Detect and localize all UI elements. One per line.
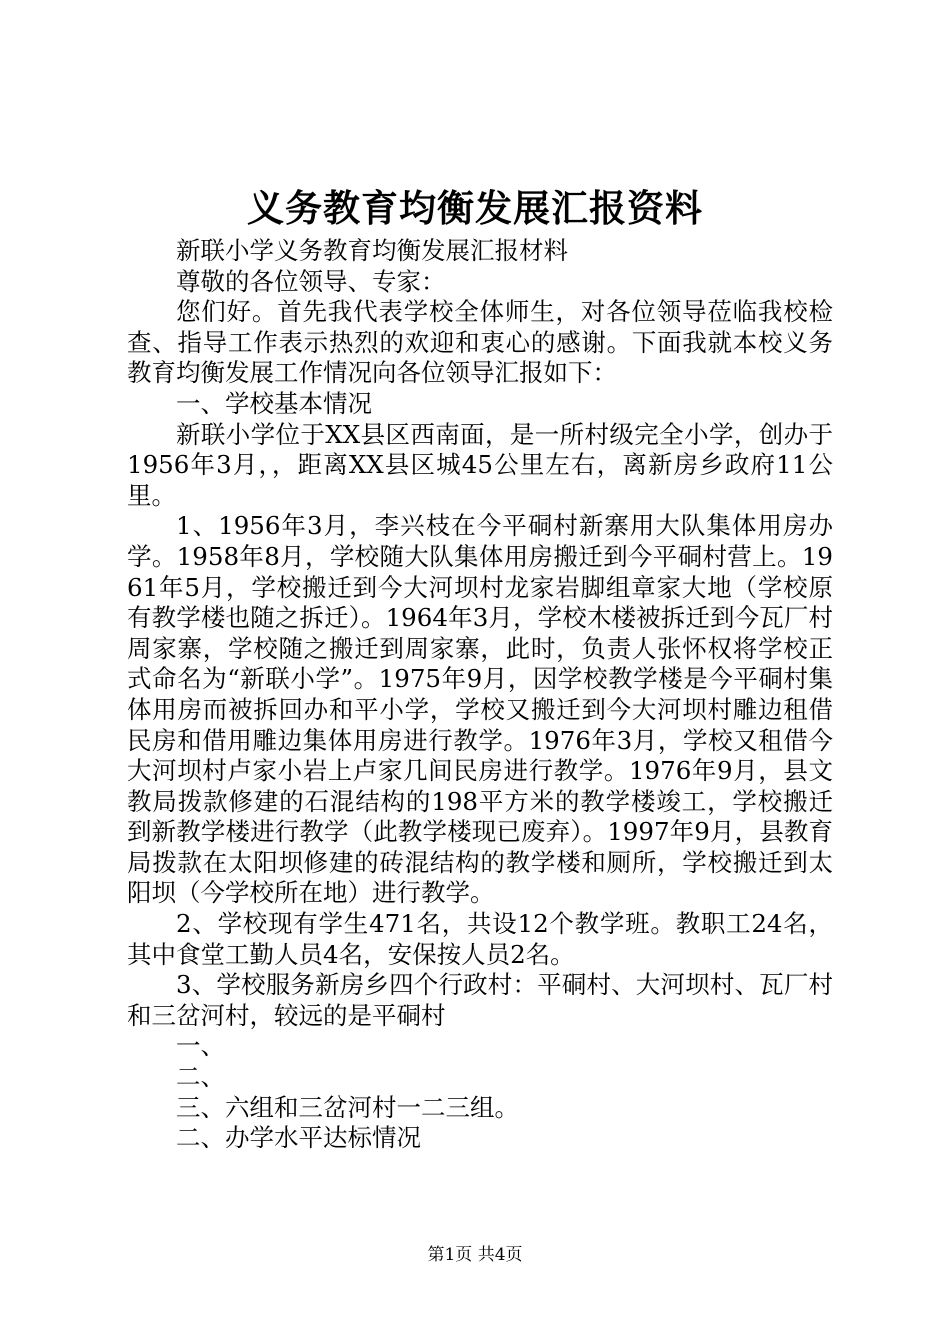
- document-title: 义务教育均衡发展汇报资料: [247, 186, 703, 230]
- list-item-two: 二、: [176, 1062, 225, 1092]
- paragraph-school-location: 新联小学位于XX县区西南面，是一所村级完全小学，创办于1956年3月，，距离XX县区城45公里左右，离新房乡政府11公里。: [127, 419, 833, 510]
- paragraph-greeting: 您们好。首先我代表学校全体师生，对各位领导莅临我校检查、指导工作表示热烈的欢迎和衷心的感谢。下面我就本校义务教育均衡发展工作情况向各位领导汇报如下：: [127, 297, 833, 388]
- paragraph-service-area: 3、学校服务新房乡四个行政村：平硐村、大河坝村、瓦厂村和三岔河村，较远的是平硐村: [127, 970, 833, 1030]
- document-body: [127, 236, 833, 1154]
- paragraph-school-history: 1、1956年3月，李兴枝在今平硐村新寨用大队集体用房办学。1958年8月，学校随大队集体用房搬迁到今平硐村营上。1961年5月，学校搬迁到今大河坝村龙家岩脚组章家大地（学校原有教学楼也随之拆迁）。1964年3月，学校木楼被拆迁到今瓦厂村周家寨，学校随之搬迁到周家寨，此时，负责人张怀权将学校正式命名为“新联小学”。1975年9月，因学校教学楼是今平硐村集体用房而被拆回办和平小学，学校又搬迁到今大河坝村雕边租借民房和借用雕边集体用房进行教学。1976年3月，学校又租借今大河坝村卢家小岩上卢家几间民房进行教学。1976年9月，县文教局拨款修建的石混结构的198平方米的教学楼竣工，学校搬迁到新教学楼进行教学（此教学楼现已废弃）。1997年9月，县教育局拨款在太阳坝修建的砖混结构的教学楼和厕所，学校搬迁到太阳坝（今学校所在地）进行教学。: [127, 511, 833, 908]
- paragraph-salutation: 尊敬的各位领导、专家：: [176, 266, 446, 296]
- page-footer: 第1页 共4页: [427, 1245, 523, 1265]
- paragraph-students-staff: 2、学校现有学生471名，共设12个教学班。教职工24名，其中食堂工勤人员4名，安保按人员2名。: [127, 909, 833, 969]
- list-item-one: 一、: [176, 1031, 225, 1061]
- section-heading-standards: 二、办学水平达标情况: [176, 1123, 421, 1153]
- list-item-three: 三、六组和三岔河村一二三组。: [176, 1092, 519, 1122]
- section-heading-basic-info: 一、学校基本情况: [176, 388, 372, 418]
- paragraph-subtitle: 新联小学义务教育均衡发展汇报材料: [176, 236, 568, 265]
